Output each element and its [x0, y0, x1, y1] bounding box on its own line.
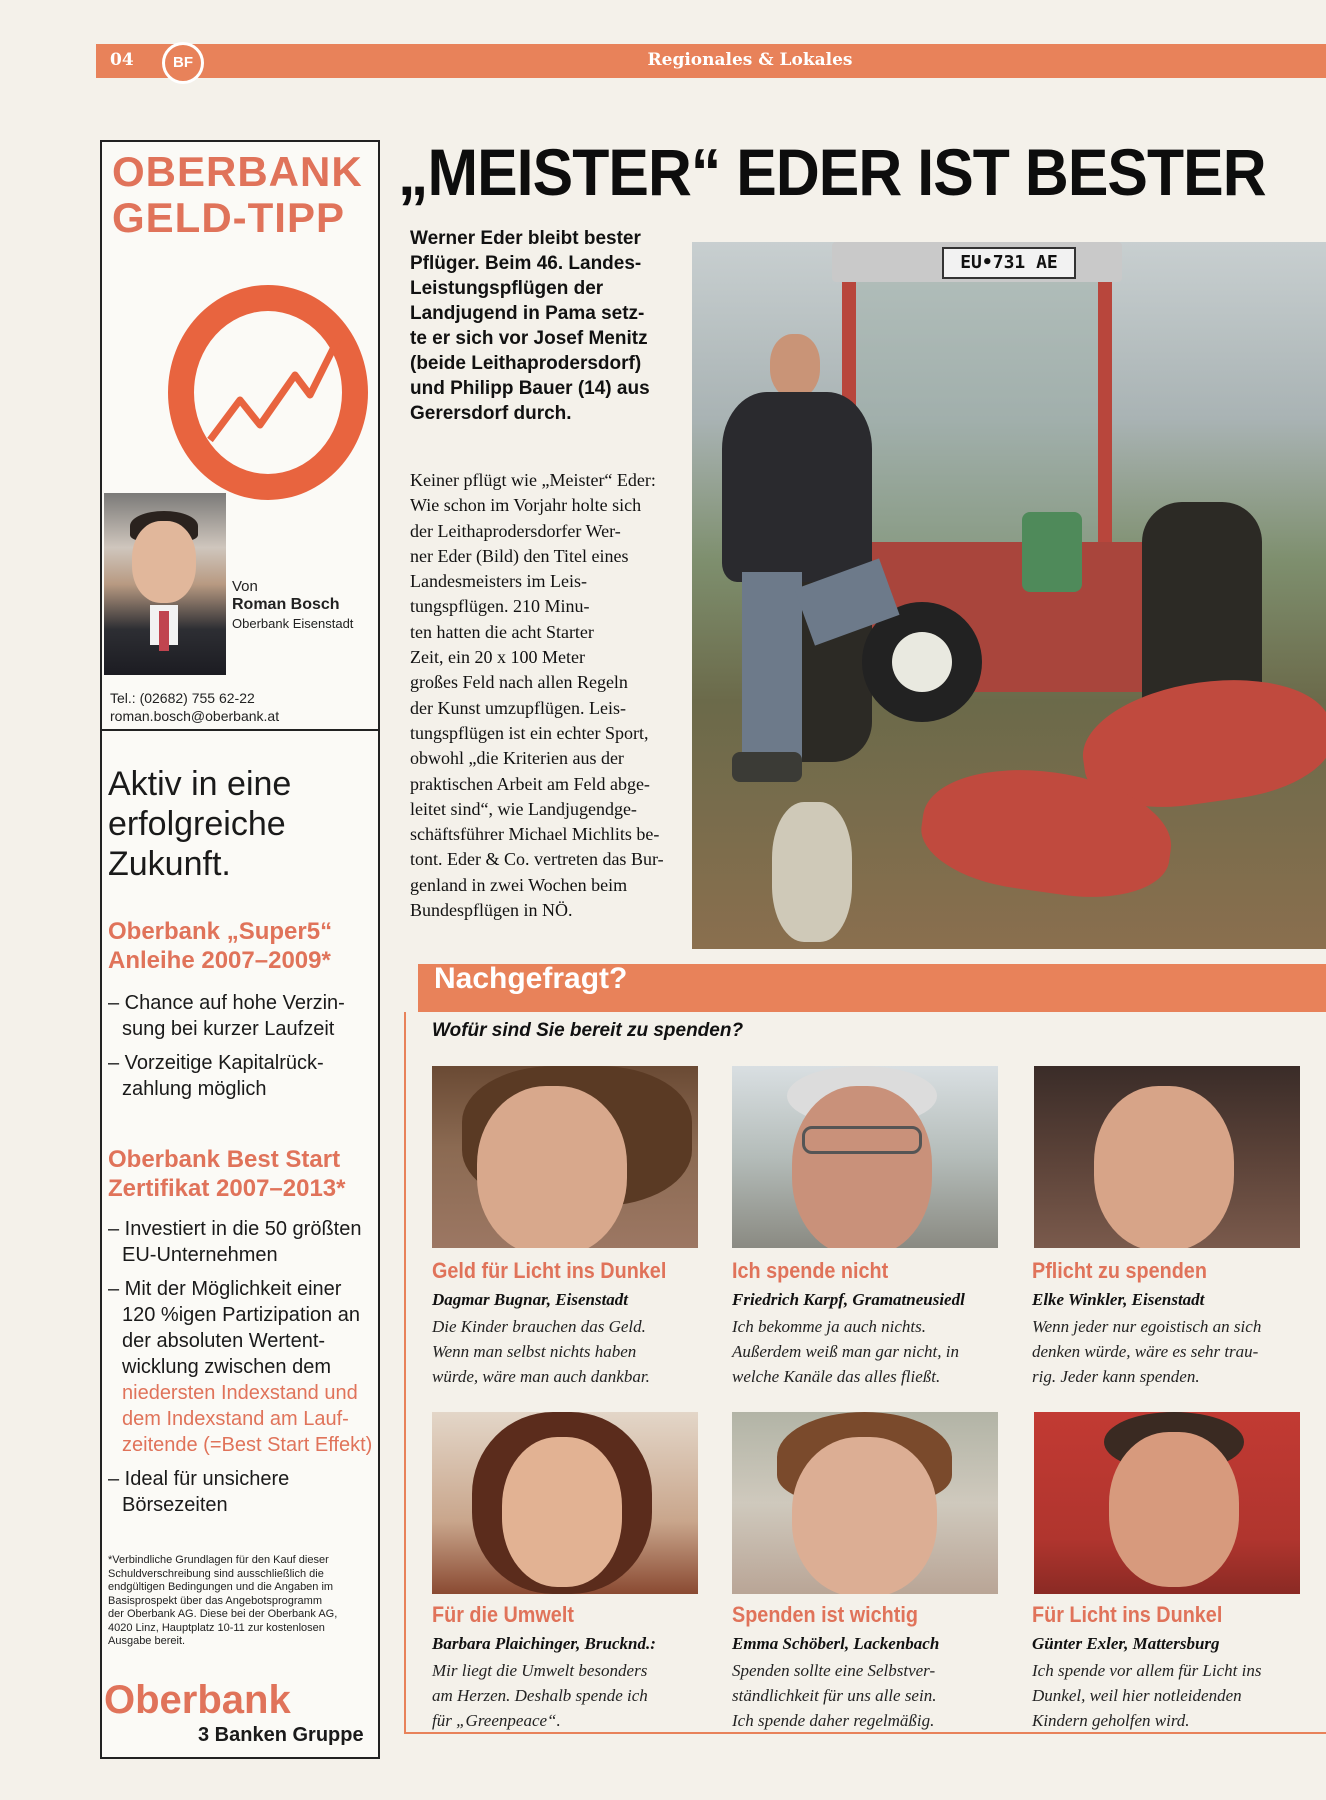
person-quote-4: Mir liegt die Umwelt besonders am Herzen. Deshalb spende ich für „Greenpeace“. [432, 1661, 648, 1730]
person-quote-2: Ich bekomme ja auch nichts. Außerdem weiß man gar nicht, in welche Kanäle das alles fließt. [732, 1317, 959, 1386]
growth-arrow-icon [200, 330, 350, 450]
author-name: Roman Bosch [232, 596, 340, 613]
person-quote-1: Die Kinder brauchen das Geld. Wenn man selbst nichts haben würde, wäre man auch dankbar. [432, 1317, 650, 1386]
person-photo-3 [1034, 1066, 1300, 1248]
ad-divider [102, 729, 378, 731]
bf-logo-badge: BF [162, 42, 204, 84]
ad-email: roman.bosch@oberbank.at [110, 708, 280, 724]
author-org: Oberbank Eisenstadt [232, 616, 354, 631]
ad-phone: Tel.: (02682) 755 62-22 [110, 690, 255, 706]
page-number: 04 [110, 50, 134, 70]
ad-disclaimer: *Verbindliche Grundlagen für den Kauf dieser Schuldverschreibung sind ausschließlich die endgültigen Bedingungen und die Angaben im Basisprospekt über das Angebotsprogramm der Oberbank AG. Diese bei der Oberbank AG, 4020 Linz, Hauptplatz 10-11 zur kostenlosen Ausgabe bereit. [108, 1554, 338, 1647]
person-headline-6: Für Licht ins Dunkel [1032, 1602, 1223, 1627]
article-headline: „MEISTER“ EDER IST BESTER [398, 135, 1266, 209]
product1-title: Oberbank „Super5“ Anleihe 2007–2009* [108, 918, 333, 974]
ad-slogan: Aktiv in eine erfolgreiche Zukunft. [108, 765, 292, 883]
person-headline-5: Spenden ist wichtig [732, 1602, 918, 1627]
person-photo-6 [1034, 1412, 1300, 1594]
person-headline-4: Für die Umwelt [432, 1602, 574, 1627]
oberbank-logo-sub: 3 Banken Gruppe [198, 1724, 364, 1746]
person-photo-1 [432, 1066, 698, 1248]
person-quote-6: Ich spende vor allem für Licht ins Dunkel, weil hier notleidenden Kindern geholfen wird. [1032, 1661, 1262, 1730]
person-name-3: Elke Winkler, Eisenstadt [1032, 1290, 1205, 1309]
survey-question: Wofür sind Sie bereit zu spenden? [432, 1020, 744, 1041]
person-quote-3: Wenn jeder nur egoistisch an sich denken würde, wäre es sehr trau- rig. Jeder kann spenden. [1032, 1317, 1262, 1386]
license-plate: EU•731 AE [942, 247, 1076, 279]
survey-header-notch [404, 964, 418, 1012]
person-name-4: Barbara Plaichinger, Brucknd.: [432, 1634, 656, 1653]
person-photo-5 [732, 1412, 998, 1594]
person-headline-1: Geld für Licht ins Dunkel [432, 1258, 667, 1283]
person-headline-3: Pflicht zu spenden [1032, 1258, 1207, 1283]
author-prefix: Von [232, 578, 258, 595]
article-body: Keiner pflügt wie „Meister“ Eder: Wie schon im Vorjahr holte sich der Leithaprodersdorfer Wer- ner Eder (Bild) den Titel eines Landesmeisters im Leis- tungspflügen. 210 Minu- ten hatten die acht Starter Zeit, ein 20 x 100 Meter großes Feld nach allen Regeln der Kunst umzupflügen. Leis- tungspflügen ist ein echter Sport, obwohl „die Kriterien aus der praktischen Arbeit am Feld abge- leitet sind“, wie Landjugendge- schäftsführer Michael Michlits be- tont. Eder & Co. vertreten das Bur- genland in zwei Wochen beim Bundespflügen in NÖ. [410, 470, 664, 921]
ad-title-line1: OBERBANK [112, 148, 363, 195]
person-photo-2 [732, 1066, 998, 1248]
person-name-6: Günter Exler, Mattersburg [1032, 1634, 1220, 1653]
section-title: Regionales & Lokales [647, 50, 853, 70]
product2-bullets: – Investiert in die 50 größten EU-Unternehmen – Mit der Möglichkeit einer 120 %igen Partizipation an der absoluten Wertent- wicklung zwischen dem niedersten Indexstand und dem Indexstand am Lauf- zeitende (=Best Start Effekt) – Ideal für unsichere Börsezeiten [108, 1218, 373, 1516]
person-headline-2: Ich spende nicht [732, 1258, 889, 1283]
tractor-photo [692, 242, 1326, 949]
person-quote-5: Spenden sollte eine Selbstver- ständlichkeit für uns alle sein. Ich spende daher regelmäßig. [732, 1661, 937, 1730]
person-name-2: Friedrich Karpf, Gramatneusiedl [732, 1290, 965, 1309]
person-name-1: Dagmar Bugnar, Eisenstadt [432, 1290, 629, 1309]
survey-title: Nachgefragt? [434, 962, 628, 995]
person-name-5: Emma Schöberl, Lackenbach [732, 1634, 940, 1653]
product1-bullets: – Chance auf hohe Verzin- sung bei kurzer Laufzeit – Vorzeitige Kapitalrück- zahlung möglich [108, 992, 345, 1100]
oberbank-logo: Oberbank [104, 1678, 291, 1722]
ad-title-line2: GELD-TIPP [112, 194, 346, 241]
article-lead: Werner Eder bleibt bester Pflüger. Beim 46. Landes- Leistungspflügen der Landjugend in Pama setz- te er sich vor Josef Menitz (beide Leithaprodersdorf) und Philipp Bauer (14) aus Gerersdorf durch. [410, 228, 650, 424]
person-photo-4 [432, 1412, 698, 1594]
roman-bosch-photo [104, 493, 226, 675]
product2-title: Oberbank Best Start Zertifikat 2007–2013* [108, 1146, 346, 1202]
